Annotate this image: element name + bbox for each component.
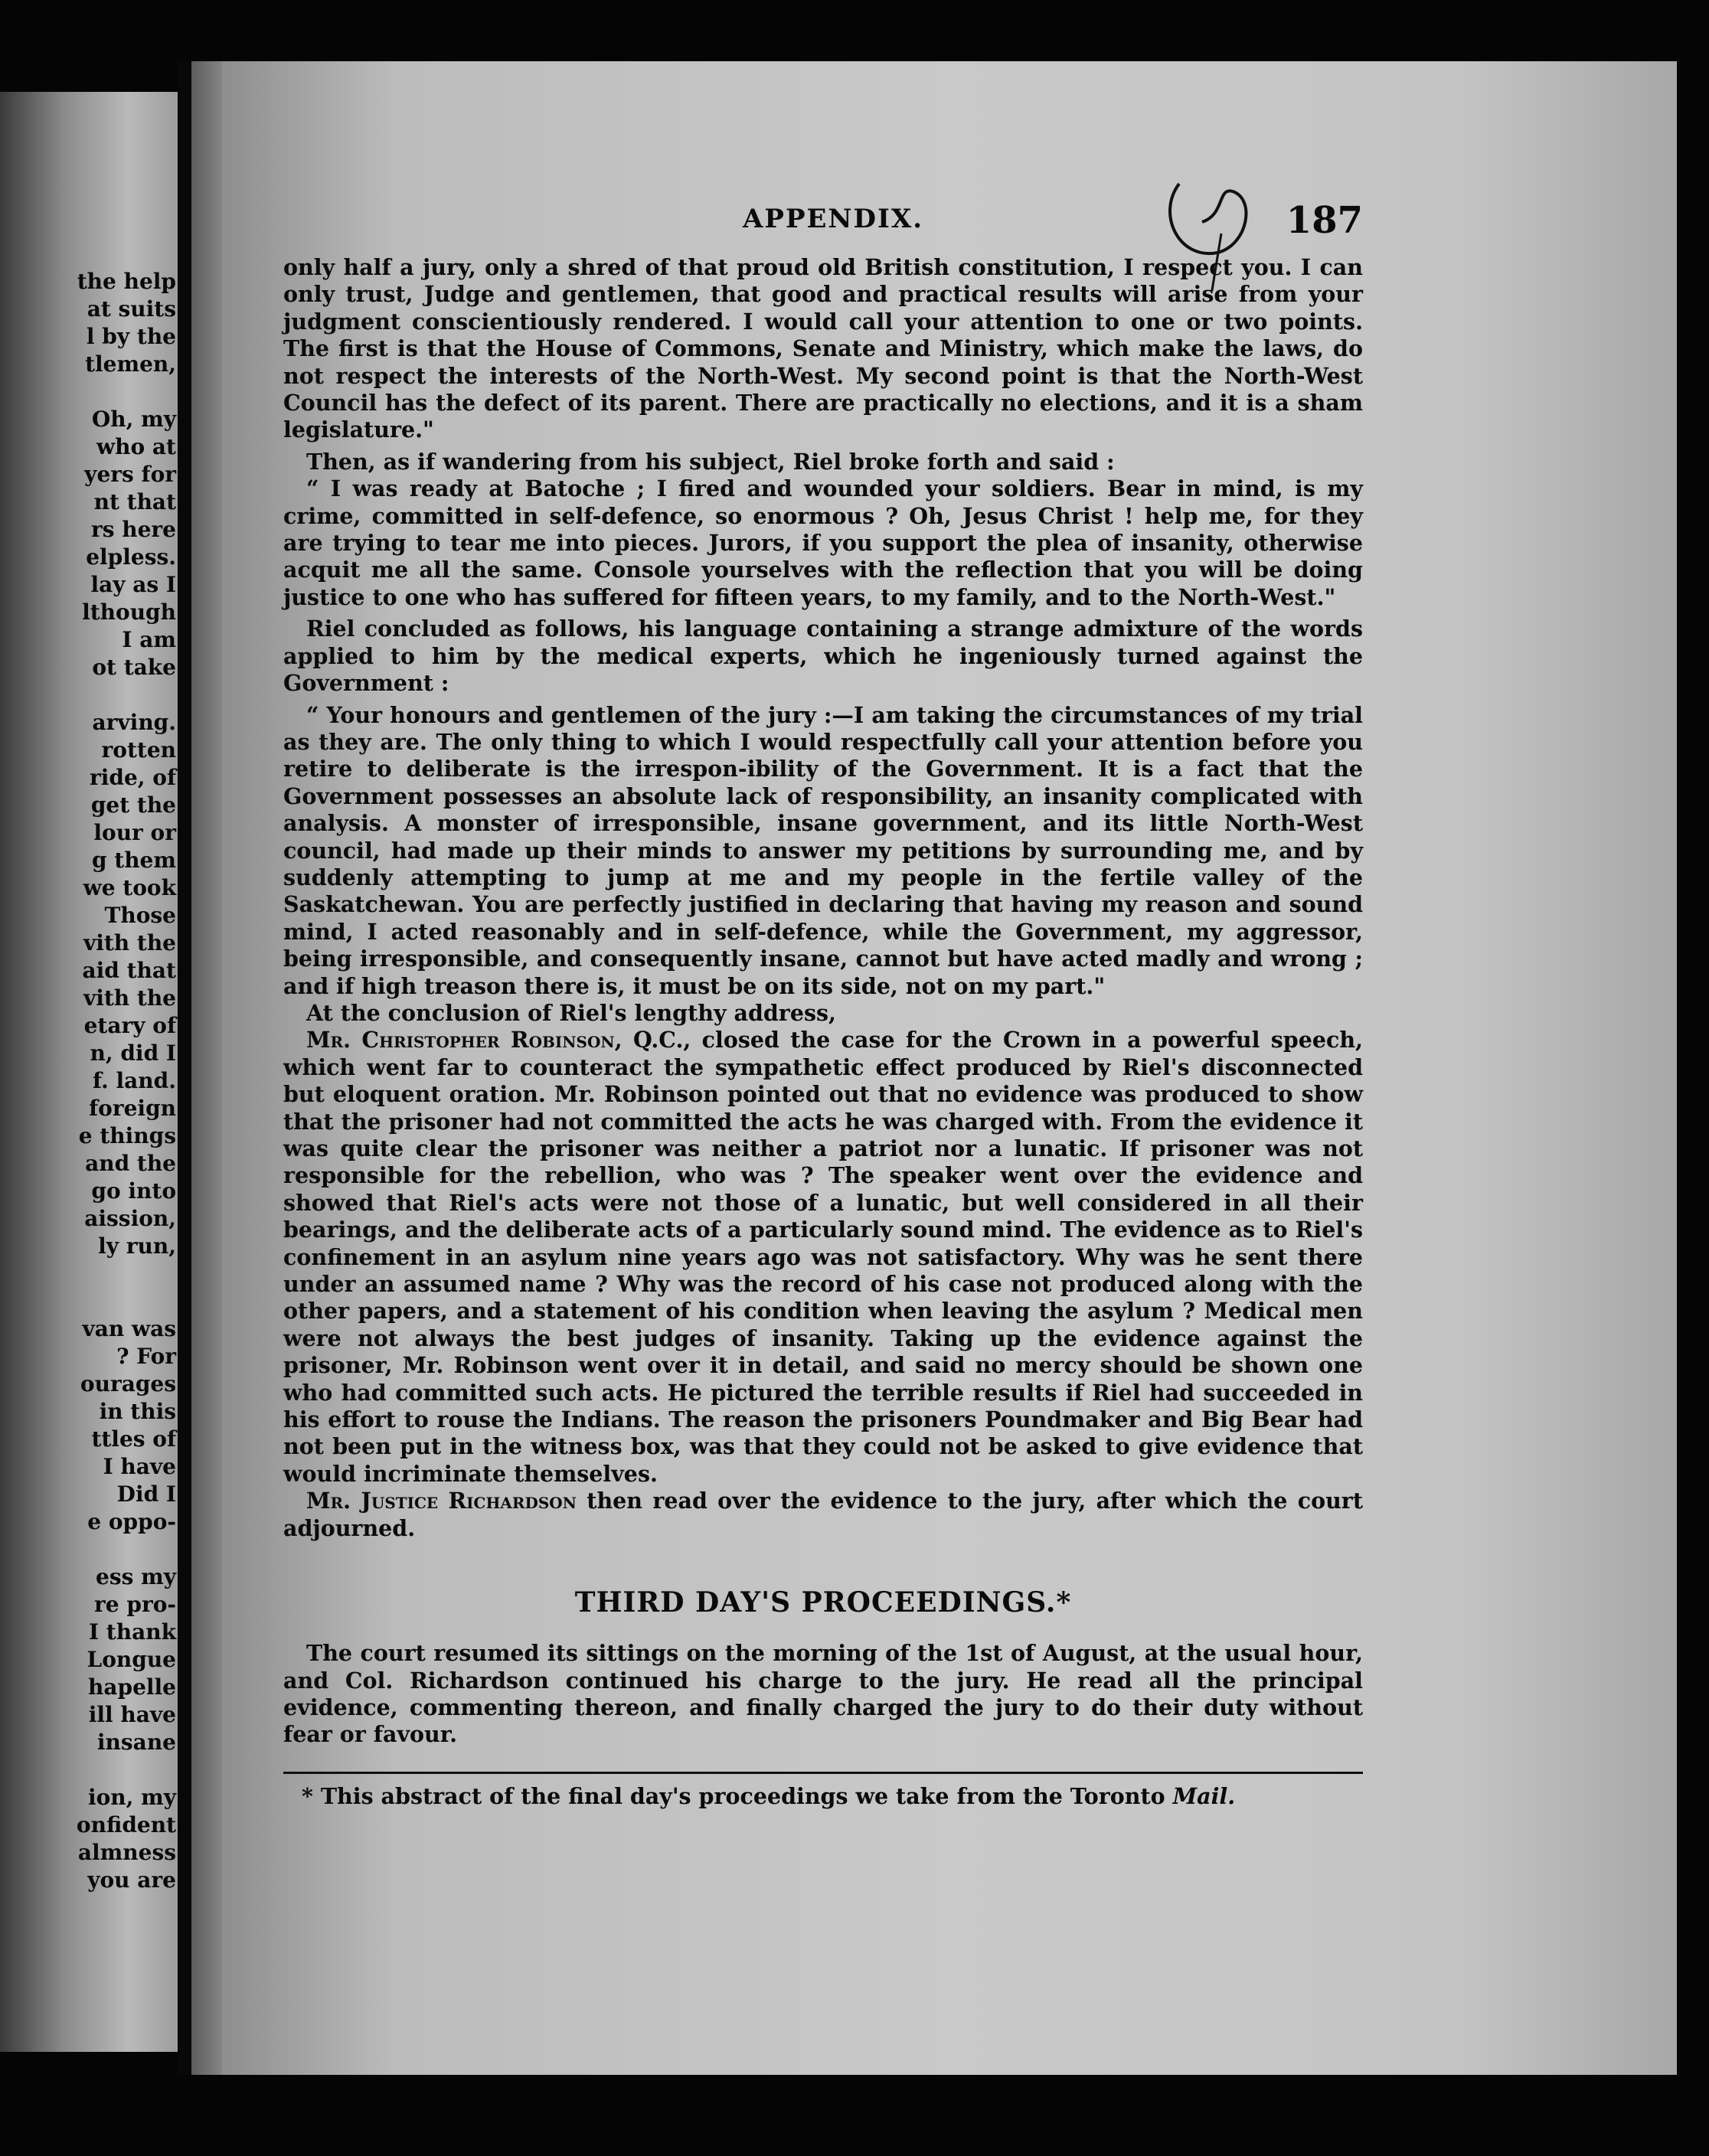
left-page-line: arving.	[92, 710, 176, 735]
left-page-line: Longue	[87, 1647, 176, 1672]
left-page-line: ion, my	[87, 1785, 176, 1810]
left-page-line: rs here	[90, 517, 176, 542]
paragraph: Riel concluded as follows, his language containing a strange admixture of the words applied to him by the medical experts, which he ingeniously turned against the Government :	[283, 616, 1363, 697]
left-page-line: who at	[96, 434, 176, 459]
page-number: 187	[1286, 199, 1363, 242]
left-page-line: ly run,	[98, 1233, 176, 1259]
left-page-line: ot take	[92, 655, 176, 680]
left-page-line: almness	[77, 1840, 176, 1865]
footnote-rule	[283, 1772, 1363, 1774]
left-page-line: yers for	[84, 462, 176, 487]
footnote-text: * This abstract of the final day's proceedings we take from the Toronto	[302, 1782, 1173, 1809]
left-page-line: vith the	[83, 985, 176, 1011]
section-heading: THIRD DAY'S PROCEEDINGS.*	[574, 1586, 1072, 1619]
paragraph-text: , Q.C., closed the case for the Crown in a powerful speech, which went far to counteract the sympathetic effect produced by Riel's disconnected but eloquent oration. Mr. Robinson pointed out that no evidence was produced to show that the prisoner had not committed the acts he was charged with. From the evidence it was quite clear the prisoner was neither a patriot nor a lunatic. If prisoner was not responsible for the rebellion, who was ? The speaker went over the evidence and showed that Riel's acts were not those of a lunatic, but well considered in all their bearings, and the deliberate acts of a particularly sound mind. The evidence as to Riel's confinement in an asylum nine years ago was not satisfactory. Why was he sent there under an assumed name ? Why was the record of his case not produced along with the other papers, and a statement of his condition when leaving the asylum ? Medical men were not always the best judges of insanity. Taking up the evidence against the prisoner, Mr. Robinson went over it in detail, and said no mercy should be shown one who had committed such acts. He pictured the terrible results if Riel had succeeded in his effort to rouse the Indians. The reason the prisoners Poundmaker and Big Bear had not been put in the witness box, was that they could not be asked to give evidence that would incriminate themselves.	[283, 1027, 1363, 1487]
body-text	[283, 254, 1363, 1810]
left-page-line: g them	[91, 848, 176, 873]
left-page-line: I thank	[88, 1619, 176, 1645]
left-page-line: elpless.	[86, 544, 176, 570]
footnote-italic: Mail.	[1172, 1782, 1236, 1809]
left-page-line: e things	[78, 1123, 176, 1148]
left-page-line: nt that	[93, 489, 176, 514]
left-page-line: e oppo-	[87, 1509, 176, 1534]
running-head-title: APPENDIX.	[743, 204, 924, 234]
left-page-line: and the	[85, 1151, 176, 1176]
left-page-line: f. land.	[92, 1068, 176, 1093]
left-page-line: at suits	[87, 296, 176, 322]
paragraph: Then, as if wandering from his subject, Riel broke forth and said :	[306, 448, 1115, 475]
left-page-line: rotten	[101, 737, 176, 763]
footnote	[283, 1783, 1363, 1810]
left-page-line: I am	[122, 627, 176, 652]
paragraph: only half a jury, only a shred of that proud old British constitution, I respect you. I can only trust, Judge and gentlemen, that good and practical results will arise from your judgment conscientiously rendered. I would call your attention to one or two points. The first is that the House of Commons, Senate and Ministry, which make the laws, do not respect the interests of the North-West. My second point is that the North-West Council has the defect of its parent. There are practically no elections, and it is a sham legislature."	[283, 254, 1363, 443]
left-page-line: in this	[99, 1399, 176, 1424]
left-page-line: hapelle	[88, 1674, 176, 1700]
paragraph-text: then read over the evidence to the jury, after which the court adjourned.	[283, 1488, 1363, 1541]
left-page-line: n, did I	[90, 1040, 176, 1066]
scanned-page	[222, 61, 1677, 2075]
left-page-line: etary of	[83, 1013, 176, 1038]
left-page-line: you are	[87, 1867, 176, 1893]
paragraph-robinson	[283, 1027, 1363, 1488]
left-page-line: we took	[83, 875, 176, 900]
left-page-fragment	[0, 92, 184, 2052]
left-page-line: aid that	[82, 958, 176, 983]
speaker-name: Mr. Justice Richardson	[306, 1488, 577, 1514]
paragraph: At the conclusion of Riel's lengthy address,	[306, 999, 836, 1026]
left-page-line: vith the	[83, 930, 176, 956]
left-page-line: lour or	[93, 820, 176, 845]
book-binding	[178, 61, 191, 2075]
left-page-line: re pro-	[94, 1592, 176, 1617]
left-page-line: Those	[104, 903, 176, 928]
left-page-line: onfident	[76, 1812, 176, 1838]
left-page-line: l by the	[86, 324, 176, 349]
left-page-line: go into	[91, 1178, 176, 1204]
left-page-line: Did I	[116, 1481, 176, 1507]
left-page-line: aission,	[84, 1206, 176, 1231]
left-page-line: the help	[77, 269, 176, 294]
left-page-line: get the	[90, 792, 176, 818]
left-page-line: foreign	[89, 1096, 176, 1121]
speaker-name: Mr. Christopher Robinson	[306, 1027, 615, 1054]
paragraph: “ I was ready at Batoche ; I fired and wounded your soldiers. Bear in mind, is my crime, committed in self-defence, so enormous ? Oh, Jesus Christ ! help me, for they are trying to tear me into pieces. Jurors, if you support the plea of insanity, otherwise acquit me all the same. Console yourselves with the reflection that you will be doing justice to one who has suffered for fifteen years, to my family, and to the North-West."	[283, 475, 1363, 610]
paragraph: “ Your honours and gentlemen of the jury :—I am taking the circumstances of my trial as they are. The only thing to which I would respectfully call your attention before you retire to deliberate is the irrespon-ibility of the Government. It is a fact that the Government possesses an absolute lack of responsibility, an insanity complicated with analysis. A monster of irresponsible, insane government, and its little North-West council, had made up their minds to answer my petitions by surrounding me, and by suddenly attempting to jump at me and my people in the fertile valley of the Saskatchewan. You are perfectly justified in declaring that having my reason and sound mind, I acted reasonably and in self-defence, while the Government, my aggressor, being irresponsible, and consequently insane, cannot but have acted madly and wrong ; and if high treason there is, it must be on its side, not on my part."	[283, 701, 1363, 999]
left-page-line: Oh, my	[91, 407, 176, 432]
left-page-line: insane	[96, 1730, 176, 1755]
left-page-line: ess my	[96, 1564, 176, 1589]
left-page-line: ride, of	[90, 765, 176, 790]
left-page-line: ourages	[80, 1371, 176, 1396]
left-page-line: ? For	[116, 1344, 176, 1369]
paragraph: The court resumed its sittings on the morning of the 1st of August, at the usual hour, and Col. Richardson continued his charge to the jury. He read all the principal evidence, commenting thereon, and finally charged the jury to do their duty without fear or favour.	[283, 1640, 1363, 1748]
left-page-line: lay as I	[90, 572, 176, 597]
running-head	[283, 199, 1363, 254]
left-page-line: I have	[103, 1454, 176, 1479]
page-content	[283, 199, 1363, 1810]
left-page-line: ttles of	[91, 1426, 176, 1452]
paragraph-richardson	[283, 1488, 1363, 1542]
left-page-line: lthough	[82, 599, 176, 625]
left-page-line: van was	[82, 1316, 176, 1341]
left-page-line: ill have	[88, 1702, 176, 1727]
left-page-line: tlemen,	[85, 351, 176, 377]
